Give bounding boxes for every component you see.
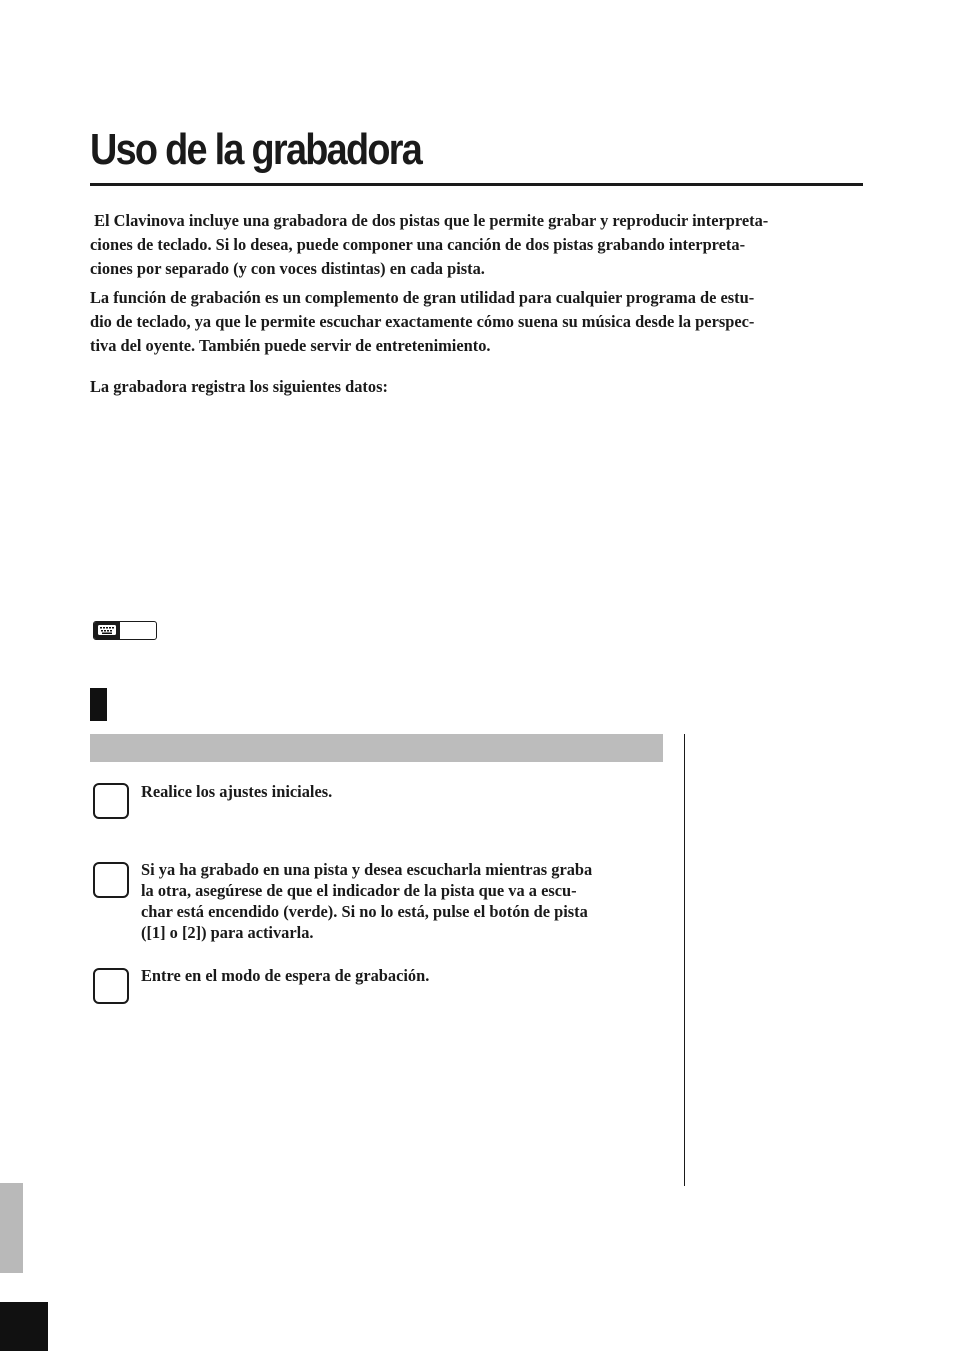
step-line: ([1] o [2]) para activarla.: [141, 923, 314, 942]
step-line: Entre en el modo de espera de grabación.: [141, 966, 430, 985]
title-rule: [90, 183, 863, 186]
paragraph-line: tiva del oyente. También puede servir de entretenimiento.: [90, 336, 491, 355]
intro-line: El Clavinova incluye una grabadora de dos pistas que le permite grabar y reproducir interpreta-: [90, 211, 769, 230]
side-tab-black: [0, 1302, 48, 1351]
column-divider: [684, 734, 685, 1186]
step-2-text: [141, 859, 666, 943]
step-number-box: [93, 968, 129, 1004]
step-line: Realice los ajustes iniciales.: [141, 782, 333, 801]
data-heading: La grabadora registra los siguientes datos:: [90, 377, 388, 396]
intro-line: ciones por separado (y con voces distintas) en cada pista.: [90, 259, 485, 278]
step-number-box: [93, 862, 129, 898]
page-title: Uso de la grabadora: [90, 125, 422, 174]
procedure-header-bar: [90, 734, 663, 762]
step-3-text: [141, 965, 666, 986]
step-line: la otra, asegúrese de que el indicador de la pista que va a escu-: [141, 881, 577, 900]
recording-function-paragraph: [90, 286, 865, 358]
section-marker: [90, 688, 107, 721]
step-1-text: [141, 781, 666, 802]
paragraph-line: La función de grabación es un complemento de gran utilidad para cualquier programa de estu-: [90, 288, 755, 307]
intro-line: ciones de teclado. Si lo desea, puede componer una canción de dos pistas grabando interpreta-: [90, 235, 746, 254]
paragraph-line: dio de teclado, ya que le permite escuchar exactamente cómo suena su música desde la perspec-: [90, 312, 755, 331]
intro-paragraph: [90, 209, 865, 281]
keyboard-note-icon: [93, 621, 157, 640]
step-line: char está encendido (verde). Si no lo está, pulse el botón de pista: [141, 902, 588, 921]
step-number-box: [93, 783, 129, 819]
step-line: Si ya ha grabado en una pista y desea escucharla mientras graba: [141, 860, 593, 879]
keyboard-glyph-icon: [97, 624, 117, 637]
side-tab-gray: [0, 1183, 23, 1273]
